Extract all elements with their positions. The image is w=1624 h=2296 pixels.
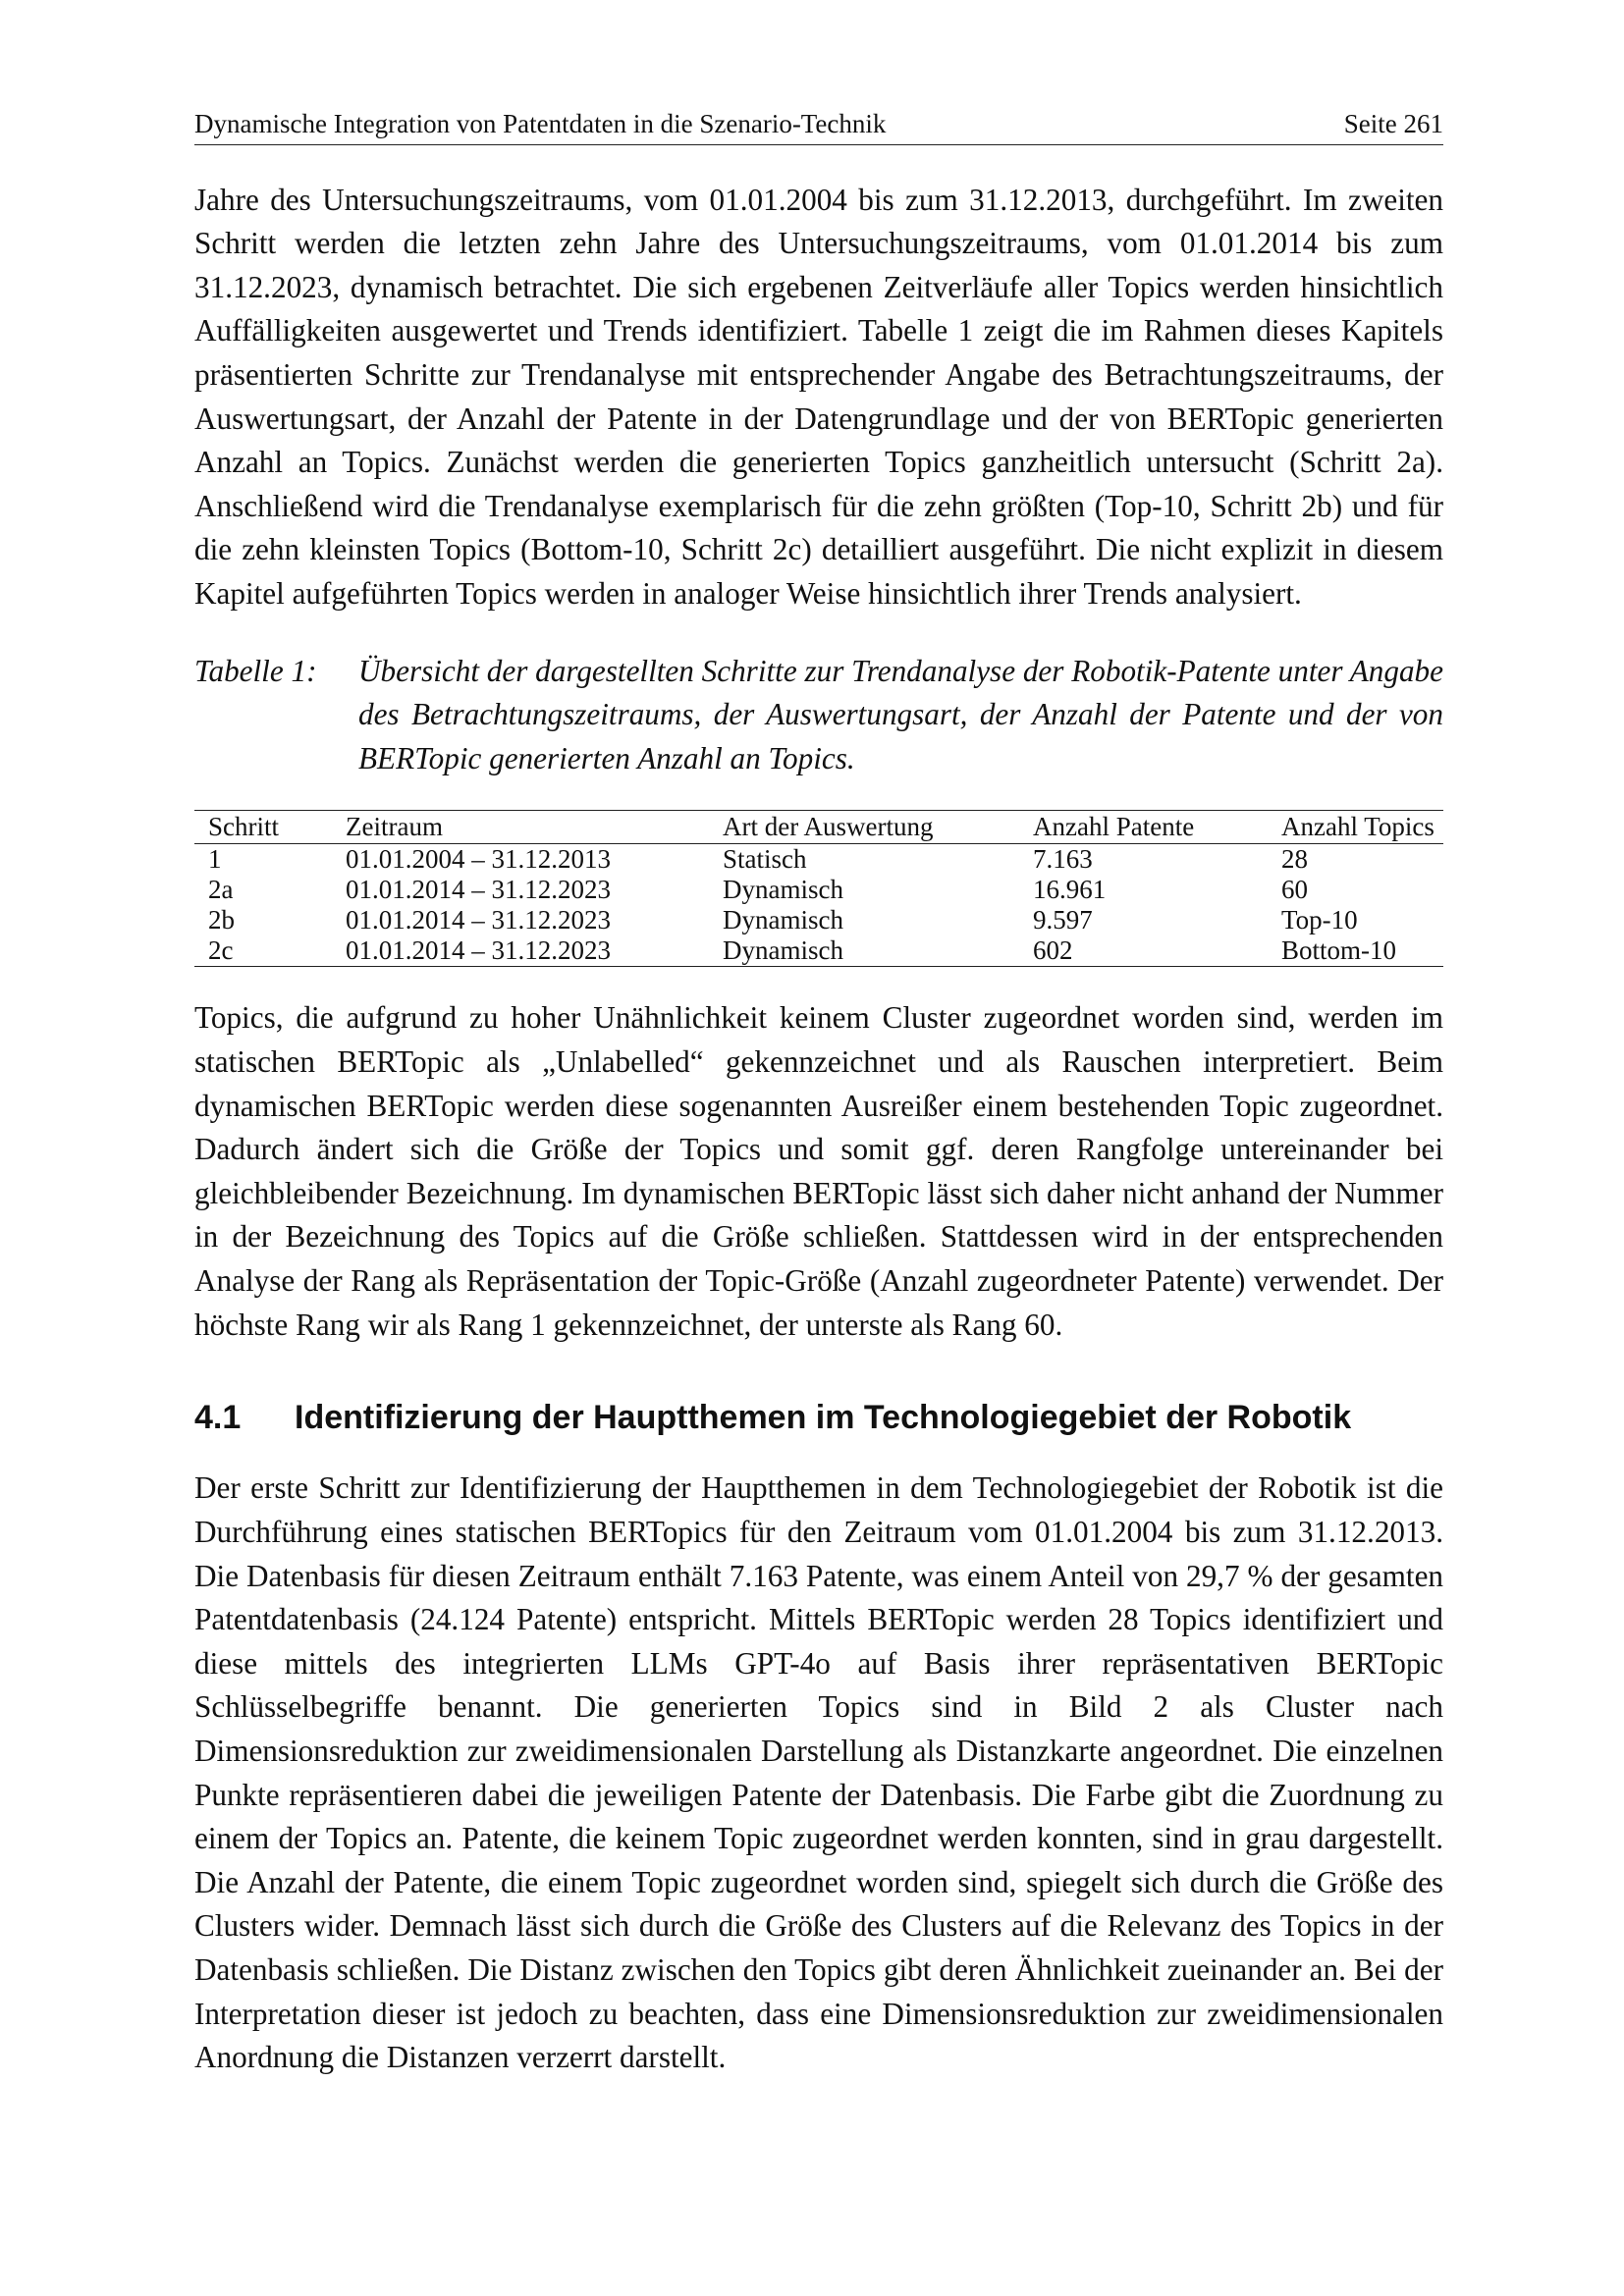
header-schritt: Schritt — [194, 811, 332, 844]
section-title: Identifizierung der Hauptthemen im Technologiegebiet der Robotik — [295, 1399, 1352, 1437]
cell-anzahl-patente: 602 — [1019, 935, 1268, 967]
cell-anzahl-patente: 16.961 — [1033, 875, 1107, 905]
cell-anzahl-topics: Top-10 — [1281, 905, 1358, 935]
page — [194, 110, 1443, 2080]
table-caption — [194, 650, 1443, 781]
header-zeitraum: Zeitraum — [332, 811, 709, 844]
header-anzahl-topics: Anzahl Topics — [1268, 811, 1443, 844]
cell-art: Dynamisch — [723, 905, 843, 935]
body-paragraph-3: Der erste Schritt zur Identifizierung der Hauptthemen in dem Technologiegebiet der Robotik ist die Durchführung eines statischen BERTopics für den Zeitraum vom 01.01.2004 bis zum 31.12.2013. Die Datenbasis für diesen Zeitraum enthält 7.163 Patente, was einem Anteil von 29,7 % der gesamten Patentdatenbasis (24.124 Patente) entspricht. Mittels BERTopic werden 28 Topics identifiziert und diese mittels des integrierten LLMs GPT-4o auf Basis ihrer repräsentativen BERTopic Schlüsselbegriffe benannt. Die generierten Topics sind in Bild 2 als Cluster nach Dimensionsreduktion zur zweidimensionalen Darstellung als Distanzkarte angeordnet. Die einzelnen Punkte repräsentieren dabei die jeweiligen Patente der Datenbasis. Die Farbe gibt die Zuordnung zu einem der Topics an. Patente, die keinem Topic zugeordnet werden konnten, sind in grau dargestellt. Die Anzahl der Patente, die einem Topic zugeordnet worden sind, spiegelt sich durch die Größe des Clusters wider. Demnach lässt sich durch die Größe des Clusters auf die Relevanz des Topics in der Datenbasis schließen. Die Distanz zwischen den Topics gibt deren Ähnlichkeit zueinander an. Bei der Interpretation dieser ist jedoch zu beachten, dass eine Dimensionsreduktion zur zweidimensionalen Anordnung die Distanzen verzerrt darstellt. — [194, 1470, 1443, 2075]
cell-anzahl-topics: 28 — [1281, 844, 1308, 875]
cell-schritt: 2c — [194, 935, 332, 967]
cell-schritt: 2b — [208, 905, 235, 935]
running-header — [194, 110, 1443, 145]
cell-anzahl-topics: Bottom-10 — [1268, 935, 1443, 967]
header-anzahl-patente: Anzahl Patente — [1019, 811, 1268, 844]
table-row — [194, 905, 1443, 935]
running-title: Dynamische Integration von Patentdaten in die Szenario-Technik — [194, 109, 887, 138]
cell-zeitraum: 01.01.2004 – 31.12.2013 — [346, 844, 611, 875]
cell-anzahl-topics: 60 — [1281, 875, 1308, 905]
header-art: Art der Auswertung — [709, 811, 1019, 844]
table-row — [194, 875, 1443, 905]
cell-art: Dynamisch — [723, 875, 843, 905]
body-paragraph-2: Topics, die aufgrund zu hoher Unähnlichkeit keinem Cluster zugeordnet worden sind, werden im statischen BERTopic als „Unlabelled“ gekennzeichnet und als Rauschen interpretiert. Beim dynamischen BERTopic werden diese sogenannten Ausreißer einem bestehenden Topic zugeordnet. Dadurch ändert sich die Größe der Topics und somit ggf. deren Rangfolge untereinander bei gleichbleibender Bezeichnung. Im dynamischen BERTopic lässt sich daher nicht anhand der Nummer in der Bezeichnung des Topics auf die Größe schließen. Stattdessen wird in der entsprechenden Analyse der Rang als Repräsentation der Topic-Größe (Anzahl zugeordneter Patente) verwendet. Der höchste Rang wir als Rang 1 gekennzeichnet, der unterste als Rang 60. — [194, 1000, 1443, 1342]
table-row — [194, 935, 1443, 967]
table-header-row — [194, 811, 1443, 844]
section-heading — [194, 1396, 1443, 1439]
cell-schritt: 1 — [208, 844, 222, 875]
page-number: Seite 261 — [1343, 109, 1443, 138]
caption-label: Tabelle 1: — [194, 653, 317, 688]
cell-schritt: 2a — [208, 875, 234, 905]
cell-zeitraum: 01.01.2014 – 31.12.2023 — [346, 905, 611, 935]
trend-steps-table — [194, 810, 1443, 967]
cell-art: Statisch — [723, 844, 807, 875]
cell-anzahl-patente: 7.163 — [1033, 844, 1093, 875]
cell-zeitraum: 01.01.2014 – 31.12.2023 — [346, 875, 611, 905]
body-paragraph-1: Jahre des Untersuchungszeitraums, vom 01.01.2004 bis zum 31.12.2013, durchgeführt. Im zweiten Schritt werden die letzten zehn Jahre des Untersuchungszeitraums, vom 01.01.2014 bis zum 31.12.2023, dynamisch betrachtet. Die sich ergebenen Zeitverläufe aller Topics werden hinsichtlich Auffälligkeiten ausgewertet und Trends identifiziert. Tabelle 1 zeigt die im Rahmen dieses Kapitels präsentierten Schritte zur Trendanalyse mit entsprechender Angabe des Betrachtungszeitraums, der Auswertungsart, der Anzahl der Patente in der Datengrundlage und der von BERTopic generierten Anzahl an Topics. Zunächst werden die generierten Topics ganzheitlich untersucht (Schritt 2a). Anschließend wird die Trendanalyse exemplarisch für die zehn größten (Top-10, Schritt 2b) und für die zehn kleinsten Topics (Bottom-10, Schritt 2c) detailliert ausgeführt. Die nicht explizit in diesem Kapitel aufgeführten Topics werden in analoger Weise hinsichtlich ihrer Trends analysiert. — [194, 182, 1443, 612]
table-row — [194, 844, 1443, 876]
cell-anzahl-patente: 9.597 — [1033, 905, 1093, 935]
cell-art: Dynamisch — [709, 935, 1019, 967]
cell-zeitraum: 01.01.2014 – 31.12.2023 — [332, 935, 709, 967]
caption-text: Übersicht der dargestellten Schritte zur Trendanalyse der Robotik-Patente unter Angabe des Betrachtungszeitraums, der Auswertungsart, der Anzahl der Patente und der von BERTopic generierten Anzahl an Topics. — [358, 653, 1443, 775]
section-number: 4.1 — [194, 1399, 242, 1437]
